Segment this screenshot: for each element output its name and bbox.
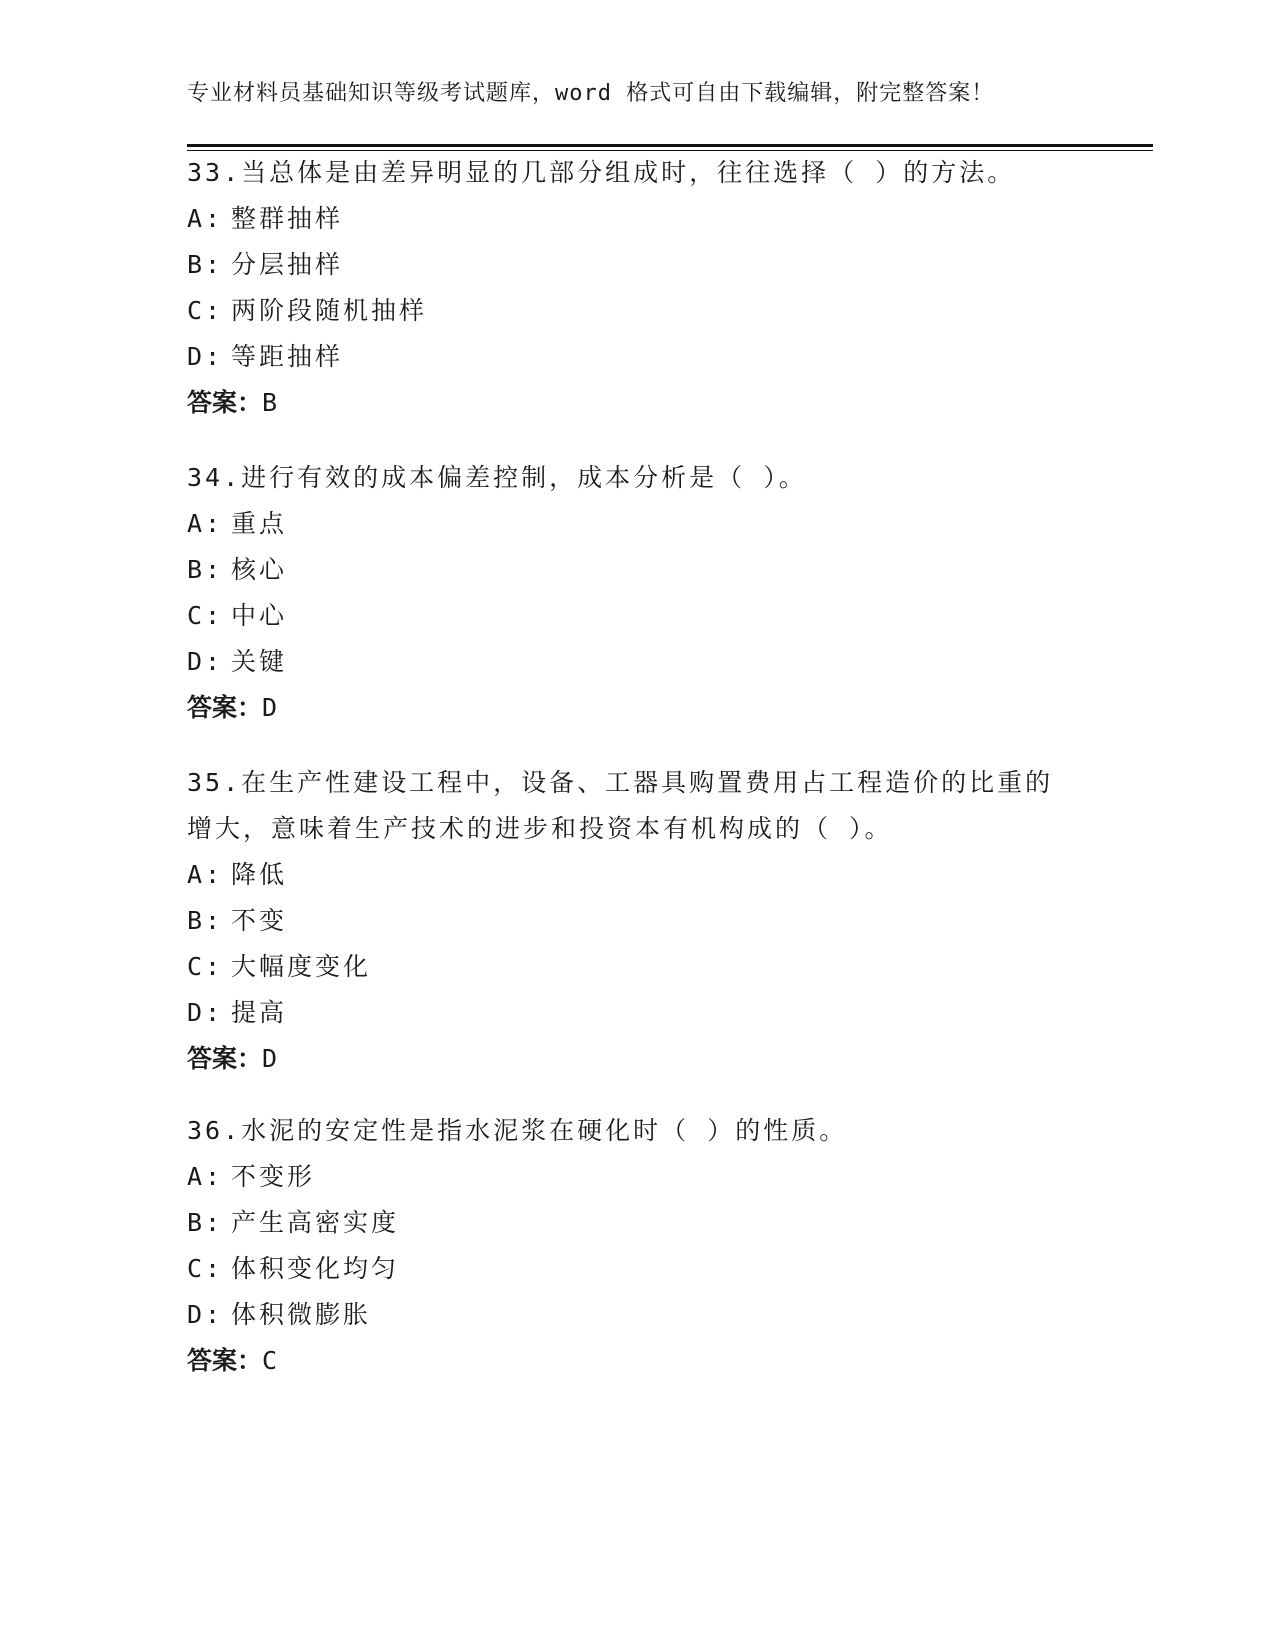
answer-value: C <box>262 1346 278 1375</box>
option-b <box>187 547 1087 593</box>
question-34 <box>187 455 1087 731</box>
option-text: 重点 <box>231 509 288 538</box>
answer-label: 答案： <box>187 1346 263 1375</box>
option-d <box>187 990 1087 1036</box>
option-text: 等距抽样 <box>231 342 344 371</box>
option-text: 提高 <box>231 998 288 1027</box>
option-a <box>187 852 1087 898</box>
option-label: B: <box>187 555 224 584</box>
question-stem: 36.水泥的安定性是指水泥浆在硬化时（ ）的性质。 <box>187 1116 848 1145</box>
option-label: B: <box>187 906 224 935</box>
question-stem-continued: 增大，意味着生产技术的进步和投资本有机构成的（ ）。 <box>187 814 893 843</box>
option-b <box>187 898 1087 944</box>
option-label: D: <box>187 1300 224 1329</box>
option-b <box>187 1200 1087 1246</box>
answer-value: B <box>262 388 278 417</box>
option-label: D: <box>187 647 224 676</box>
option-label: A: <box>187 204 224 233</box>
option-text: 关键 <box>231 647 288 676</box>
option-text: 分层抽样 <box>231 250 344 279</box>
option-text: 大幅度变化 <box>231 952 372 981</box>
option-text: 核心 <box>231 555 288 584</box>
question-stem: 33.当总体是由差异明显的几部分组成时，往往选择（ ）的方法。 <box>187 158 1016 187</box>
question-stem: 35.在生产性建设工程中，设备、工器具购置费用占工程造价的比重的 <box>187 768 1054 797</box>
question-36 <box>187 1108 1087 1384</box>
option-a <box>187 501 1087 547</box>
option-label: B: <box>187 250 224 279</box>
answer <box>187 685 1087 731</box>
answer-value: D <box>262 693 278 722</box>
question-35 <box>187 760 1087 1082</box>
option-d <box>187 639 1087 685</box>
option-d <box>187 1292 1087 1338</box>
option-label: D: <box>187 342 224 371</box>
option-b <box>187 242 1087 288</box>
option-a <box>187 1154 1087 1200</box>
page-header: 专业材料员基础知识等级考试题库，word 格式可自由下载编辑，附完整答案！ <box>187 81 995 106</box>
option-text: 降低 <box>231 860 288 889</box>
option-text: 产生高密实度 <box>231 1208 400 1237</box>
answer-label: 答案： <box>187 388 263 417</box>
option-c <box>187 288 1087 334</box>
option-text: 两阶段随机抽样 <box>231 296 428 325</box>
option-d <box>187 334 1087 380</box>
option-a <box>187 196 1087 242</box>
option-label: A: <box>187 860 224 889</box>
option-c <box>187 1246 1087 1292</box>
option-text: 体积变化均匀 <box>231 1254 400 1283</box>
option-label: C: <box>187 601 224 630</box>
option-label: A: <box>187 1162 224 1191</box>
option-label: C: <box>187 952 224 981</box>
question-33 <box>187 150 1087 426</box>
answer-value: D <box>262 1044 278 1073</box>
option-label: B: <box>187 1208 224 1237</box>
option-label: A: <box>187 509 224 538</box>
option-label: C: <box>187 296 224 325</box>
question-stem: 34.进行有效的成本偏差控制，成本分析是（ ）。 <box>187 463 807 492</box>
option-text: 中心 <box>231 601 288 630</box>
option-label: D: <box>187 998 224 1027</box>
answer-label: 答案： <box>187 1044 263 1073</box>
option-text: 不变形 <box>231 1162 316 1191</box>
option-c <box>187 944 1087 990</box>
option-text: 整群抽样 <box>231 204 344 233</box>
option-c <box>187 593 1087 639</box>
option-text: 不变 <box>231 906 288 935</box>
option-text: 体积微膨胀 <box>231 1300 372 1329</box>
header-divider-thick <box>187 144 1153 147</box>
option-label: C: <box>187 1254 224 1283</box>
answer <box>187 1338 1087 1384</box>
answer-label: 答案： <box>187 693 263 722</box>
answer <box>187 380 1087 426</box>
answer <box>187 1036 1087 1082</box>
